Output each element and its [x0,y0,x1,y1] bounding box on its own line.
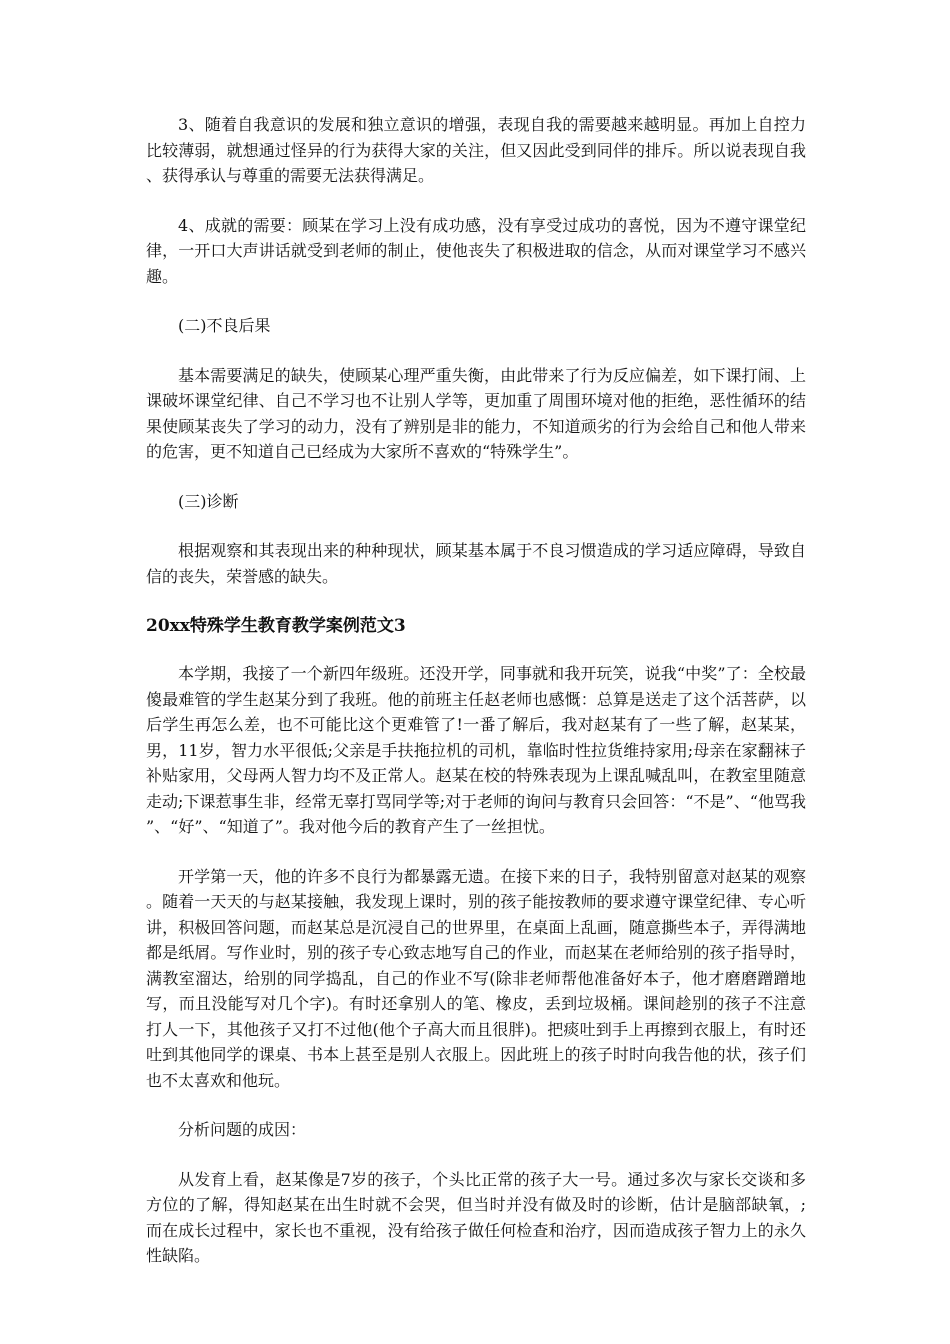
document-page [146,112,806,1293]
subheading-bad-consequences: (二)不良后果 [178,316,271,335]
subheading-cause-analysis: 分析问题的成因： [178,1120,307,1139]
para-first-day: 开学第一天，他的许多不良行为都暴露无遗。在接下来的日子，我特别留意对赵某的观察。随着一天天的与赵某接触，我发现上课时，别的孩子能按教师的要求遵守课堂纪律、专心听讲，积极回答问题，而赵某总是沉浸自己的世界里，在桌面上乱画，随意撕些本子，弄得满地都是纸屑。写作业时，别的孩子专心致志地写自己的作业，而赵某在老师给别的孩子指导时，满教室溜达，给别的同学捣乱，自己的作业不写(除非老师帮他准备好本子，他才磨磨蹭蹭地写，而且没能写对几个字)。有时还拿别人的笔、橡皮，丢到垃圾桶。课间趁别的孩子不注意打人一下，其他孩子又打不过他(他个子高大而且很胖)。把痰吐到手上再擦到衣服上，有时还吐到其他同学的课桌、书本上甚至是别人衣服上。因此班上的孩子时时向我告他的状，孩子们也不太喜欢和他玩。 [146,866,806,1090]
para-consequences: 基本需要满足的缺失，使顾某心理严重失衡，由此带来了行为反应偏差，如下课打闹、上课破坏课堂纪律、自己不学习也不让别人学等，更加重了周围环境对他的拒绝，恶性循环的结果使顾某丧失了学习的动力，没有了辨别是非的能力，不知道顽劣的行为会给自己和他人带来的危害，更不知道自己已经成为大家所不喜欢的“特殊学生”。 [146,365,806,461]
para-development: 从发育上看，赵某像是7岁的孩子，个头比正常的孩子大一号。通过多次与家长交谈和多方位的了解，得知赵某在出生时就不会哭，但当时并没有做及时的诊断，估计是脑部缺氧，;而在成长过程中，家长也不重视，没有给孩子做任何检查和治疗，因而造成孩子智力上的永久性缺陷。 [146,1169,806,1265]
para-self-expression: 3、随着自我意识的发展和独立意识的增强，表现自我的需要越来越明显。再加上自控力比较薄弱，就想通过怪异的行为获得大家的关注，但又因此受到同伴的排斥。所以说表现自我、获得承认与尊重的需要无法获得满足。 [146,115,806,185]
para-diagnosis: 根据观察和其表现出来的种种现状，顾某基本属于不良习惯造成的学习适应障碍，导致自信的丧失，荣誉感的缺失。 [146,541,806,586]
subheading-diagnosis: (三)诊断 [178,491,239,511]
para-achievement-need: 4、成就的需要：顾某在学习上没有成功感，没有享受过成功的喜悦，因为不遵守课堂纪律，一开口大声讲话就受到老师的制止，使他丧失了积极进取的信念，从而对课堂学习不感兴趣。 [146,215,806,286]
para-new-class: 本学期，我接了一个新四年级班。还没开学，同事就和我开玩笑，说我“中奖”了：全校最傻最难管的学生赵某分到了我班。他的前班主任赵老师也感慨：总算是送走了这个活菩萨，以后学生再怎么差，也不可能比这个更难管了!一番了解后，我对赵某有了一些了解，赵某某，男，11岁，智力水平很低;父亲是手扶拖拉机的司机，靠临时性拉货维持家用;母亲在家翻袜子补贴家用，父母两人智力均不及正常人。赵某在校的特殊表现为上课乱喊乱叫，在教室里随意走动;下课惹事生非，经常无辜打骂同学等;对于老师的询问与教育只会回答：“不是”、“他骂我”、“好”、“知道了”。我对他今后的教育产生了一丝担忧。 [146,664,806,836]
section-heading-case-3: 20xx特殊学生教育教学案例范文3 [146,616,406,636]
